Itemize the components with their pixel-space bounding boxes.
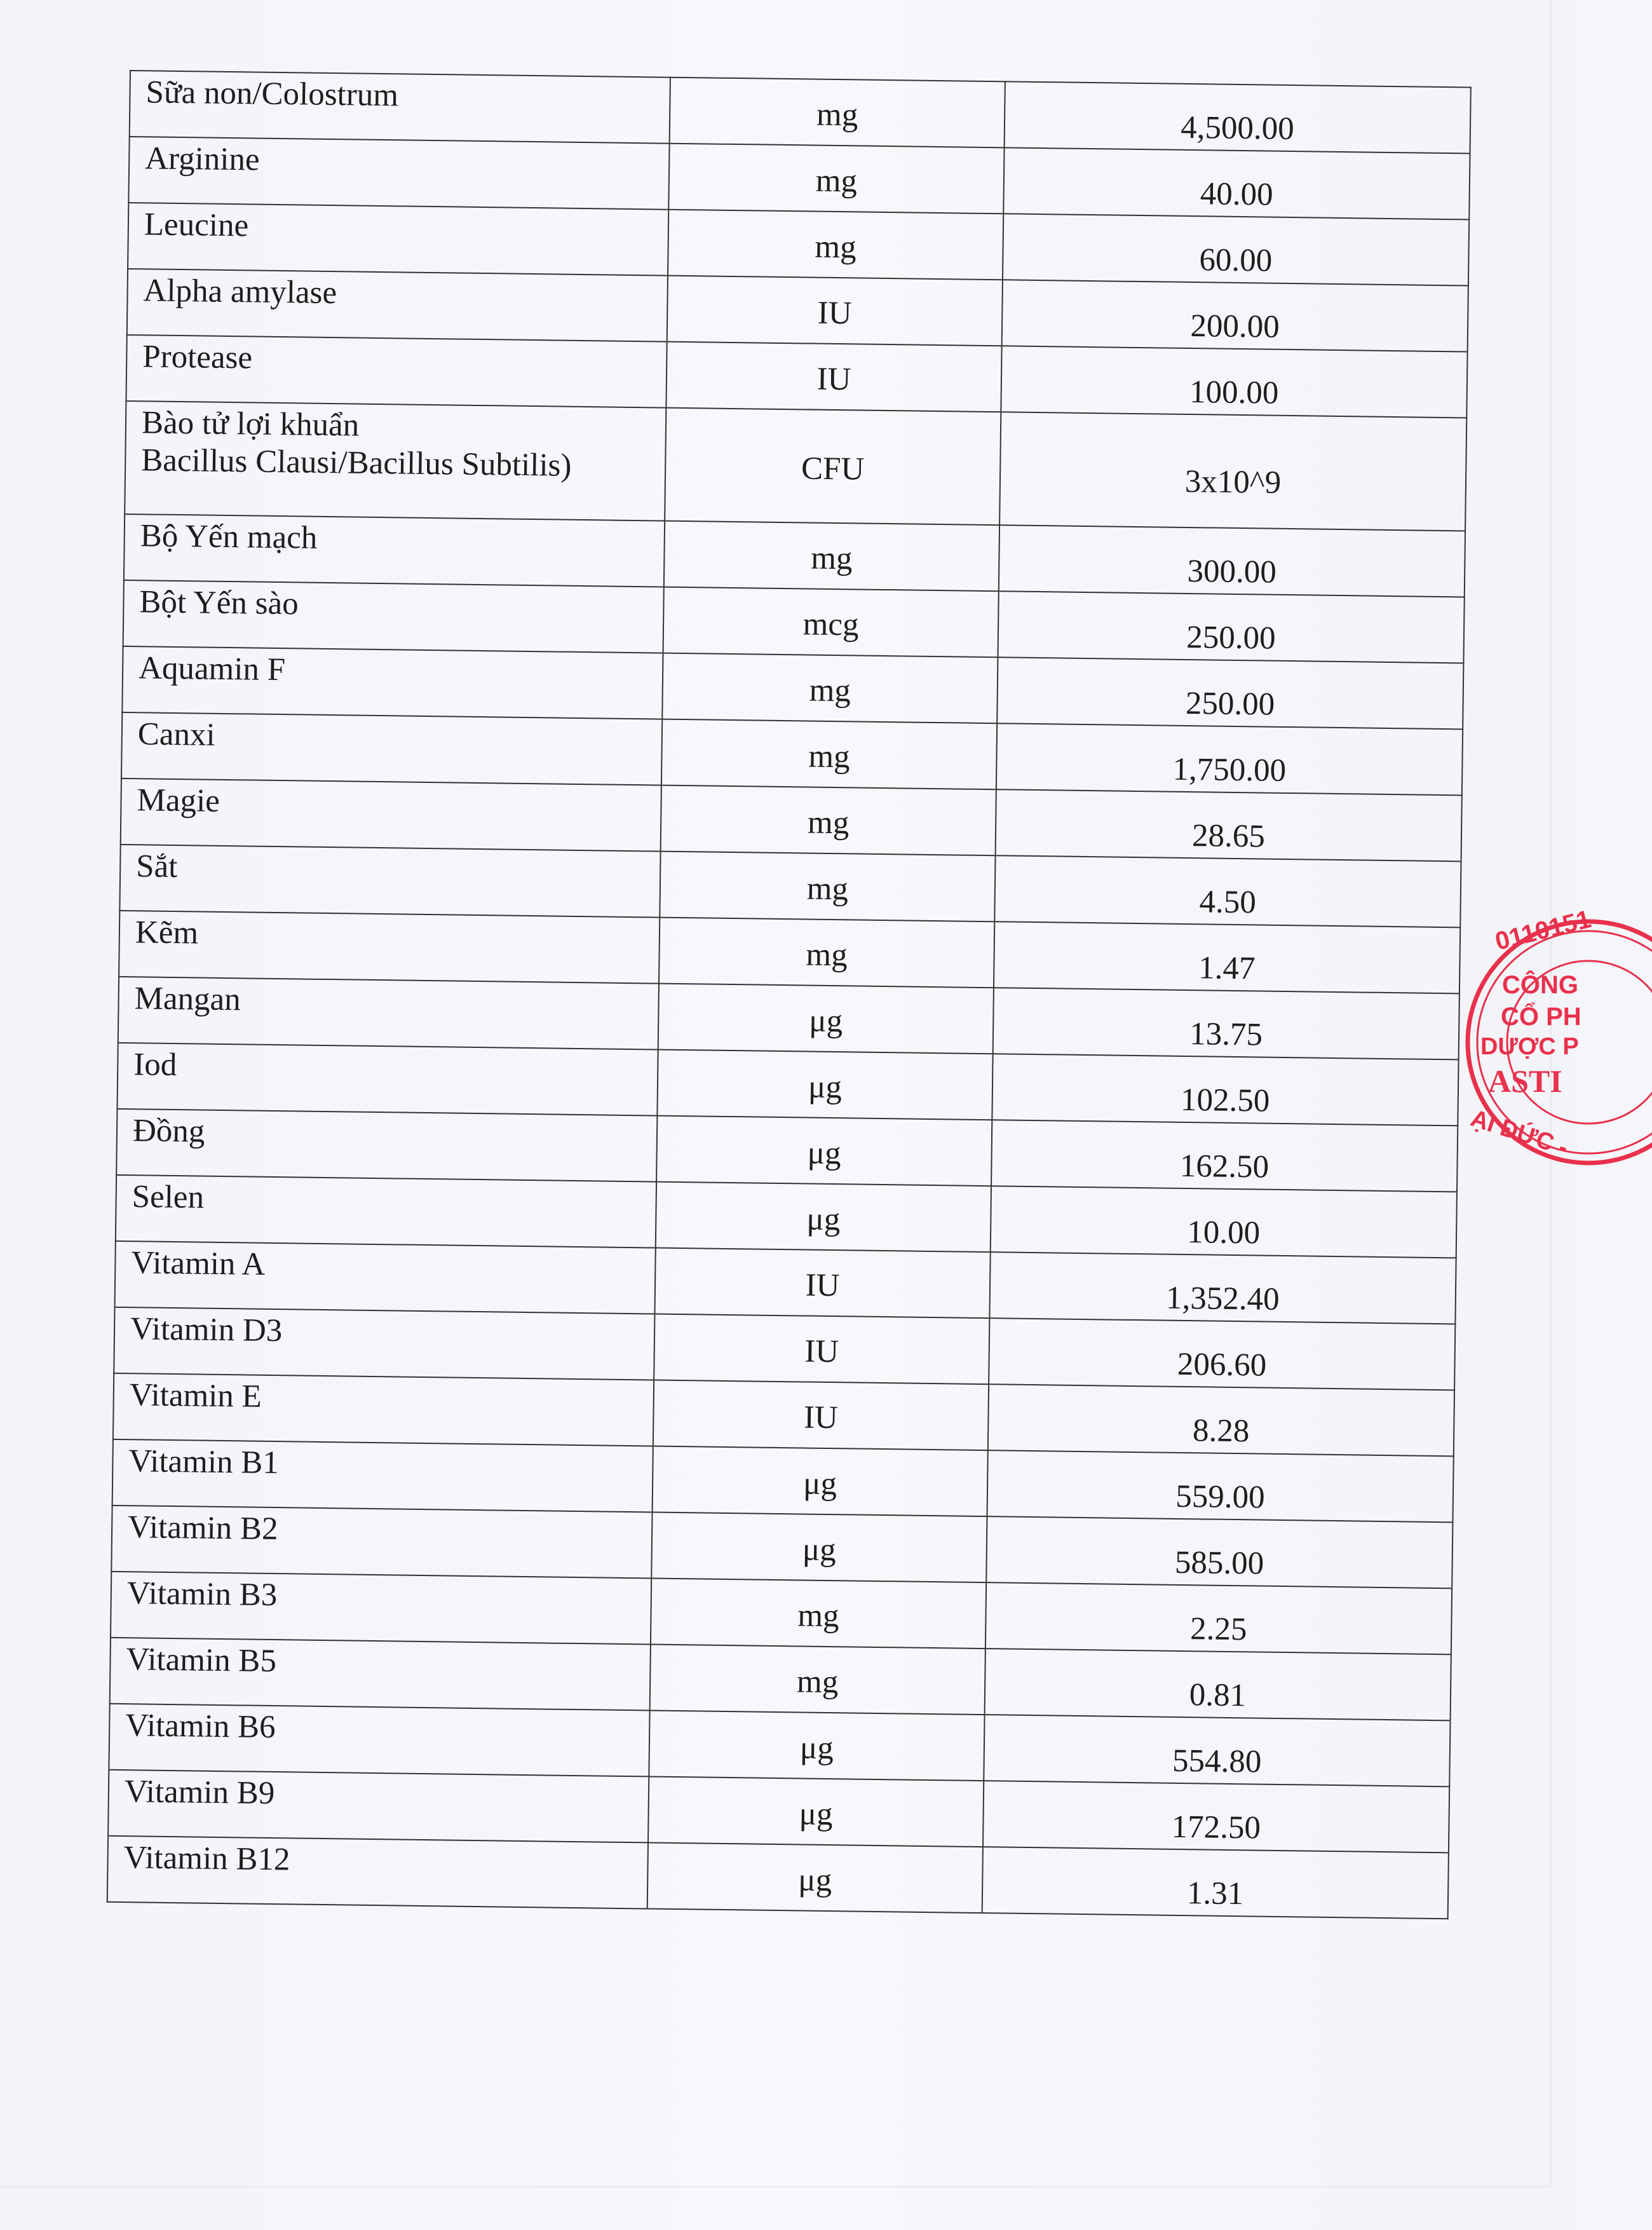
ingredient-name-cell: Leucine	[128, 203, 668, 276]
amount-cell: 585.00	[986, 1516, 1452, 1588]
amount-cell: 300.00	[999, 525, 1465, 597]
unit-cell: IU	[666, 342, 1001, 412]
unit-cell: IU	[667, 276, 1003, 346]
unit-cell: mg	[661, 719, 997, 790]
unit-cell: mcg	[663, 587, 999, 658]
amount-cell: 559.00	[987, 1450, 1454, 1522]
amount-cell: 4,500.00	[1005, 81, 1471, 153]
unit-cell: μg	[656, 1182, 991, 1253]
ingredient-name-cell: Alpha amylase	[127, 269, 668, 342]
amount-cell: 1.31	[982, 1847, 1449, 1919]
unit-cell: μg	[648, 1776, 984, 1847]
amount-cell: 250.00	[998, 591, 1464, 663]
amount-cell: 40.00	[1003, 147, 1470, 219]
ingredient-name-cell: Vitamin B3	[111, 1572, 651, 1645]
ingredient-name-cell: Sữa non/Colostrum	[130, 71, 670, 144]
amount-cell: 3x10^9	[999, 412, 1466, 531]
ingredient-name-cell: Kẽm	[119, 911, 660, 984]
stamp-line-3: DƯỢC P	[1480, 1033, 1579, 1060]
ingredient-name-cell: Vitamin B1	[112, 1439, 653, 1513]
amount-cell: 162.50	[991, 1120, 1458, 1192]
ingredient-name-cell: Đồng	[116, 1109, 657, 1182]
amount-cell: 4.50	[994, 855, 1461, 927]
unit-cell: mg	[668, 210, 1003, 280]
stamp-line-4: ASTI	[1488, 1063, 1562, 1099]
ingredient-name-cell: Vitamin B12	[107, 1836, 648, 1909]
unit-cell: μg	[656, 1116, 992, 1186]
amount-cell: 8.28	[988, 1384, 1454, 1456]
stamp-line-1: CÔNG	[1502, 971, 1578, 999]
ingredient-name-cell: Vitamin B5	[110, 1638, 651, 1711]
amount-cell: 102.50	[992, 1054, 1458, 1125]
unit-cell: mg	[659, 918, 994, 988]
amount-cell: 206.60	[989, 1318, 1455, 1390]
ingredient-name-cell: Vitamin D3	[114, 1307, 654, 1380]
amount-cell: 1.47	[994, 921, 1460, 993]
unit-cell: μg	[658, 984, 994, 1054]
unit-cell: mg	[650, 1644, 985, 1715]
unit-cell: μg	[653, 1446, 988, 1517]
stamp-code: 0110151	[1492, 905, 1594, 956]
unit-cell: mg	[662, 653, 998, 724]
amount-cell: 100.00	[1001, 346, 1467, 418]
amount-cell: 13.75	[993, 988, 1459, 1059]
unit-cell: CFU	[665, 408, 1001, 526]
ingredient-name-cell: Magie	[121, 778, 661, 852]
amount-cell: 1,750.00	[996, 723, 1463, 795]
ingredient-name-cell: Canxi	[121, 712, 662, 785]
ingredient-name-cell: Vitamin B2	[111, 1506, 652, 1579]
ingredient-name-cell: Iod	[117, 1043, 658, 1116]
ingredient-name-cell: Vitamin E	[113, 1373, 654, 1446]
amount-cell: 200.00	[1002, 280, 1468, 351]
amount-cell: 250.00	[997, 657, 1463, 729]
unit-cell: μg	[657, 1050, 992, 1120]
nutrition-table	[107, 70, 1472, 1919]
stamp-bottom-text: ẠI ĐỨC -	[1467, 1105, 1571, 1162]
unit-cell: mg	[660, 852, 995, 922]
table-row	[125, 401, 1466, 531]
stamp-line-2: CỔ PH	[1501, 1003, 1581, 1031]
unit-cell: IU	[654, 1248, 990, 1319]
unit-cell: mg	[651, 1579, 986, 1649]
ingredient-name-cell: Selen	[116, 1175, 656, 1248]
ingredient-name-cell: Vitamin B9	[108, 1770, 649, 1843]
ingredient-name-cell: Vitamin B6	[109, 1704, 649, 1777]
amount-cell: 172.50	[983, 1781, 1449, 1853]
ingredient-name-cell: Vitamin A	[115, 1241, 656, 1314]
unit-cell: IU	[654, 1314, 989, 1385]
ingredient-name-cell: Arginine	[128, 137, 669, 210]
ingredient-name-cell: Sắt	[119, 845, 660, 918]
amount-cell: 2.25	[985, 1582, 1452, 1654]
unit-cell: mg	[668, 144, 1004, 214]
unit-cell: mg	[670, 78, 1005, 148]
company-stamp	[1461, 896, 1652, 1188]
nutrition-table-wrapper	[107, 70, 1470, 1929]
unit-cell: mg	[664, 521, 999, 592]
amount-cell: 554.80	[984, 1715, 1450, 1786]
amount-cell: 60.00	[1003, 214, 1469, 285]
ingredient-name-cell: Mangan	[118, 977, 659, 1050]
ingredient-name-cell: Bộ Yến mạch	[124, 514, 665, 587]
unit-cell: IU	[653, 1380, 989, 1451]
unit-cell: μg	[649, 1710, 984, 1781]
unit-cell: μg	[651, 1513, 987, 1583]
amount-cell: 1,352.40	[989, 1252, 1456, 1324]
unit-cell: mg	[661, 785, 996, 856]
amount-cell: 0.81	[985, 1649, 1451, 1720]
amount-cell: 28.65	[996, 789, 1462, 861]
amount-cell: 10.00	[991, 1186, 1457, 1258]
unit-cell: μg	[647, 1842, 983, 1913]
ingredient-name-cell: Protease	[126, 335, 667, 408]
ingredient-name-cell: Bột Yến sào	[123, 580, 664, 653]
ingredient-name-cell: Bào tử lợi khuẩn Bacillus Clausi/Bacillus Subtilis)	[125, 401, 666, 521]
nutrition-table-body	[107, 71, 1471, 1919]
ingredient-name-cell: Aquamin F	[122, 646, 663, 719]
